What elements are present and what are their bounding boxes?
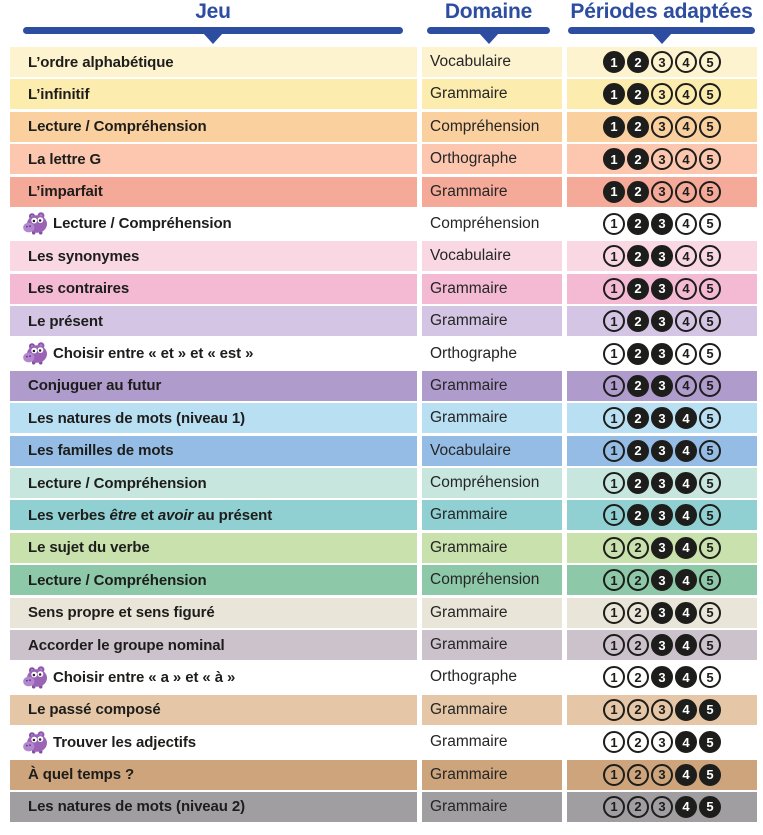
table-row [10, 306, 757, 336]
period-4-badge-active: 4 [675, 504, 697, 526]
domain-cell [422, 760, 562, 790]
game-cell [10, 468, 417, 498]
period-4-badge: 4 [675, 116, 697, 138]
periods-cell [567, 339, 757, 369]
game-cell [10, 630, 417, 660]
period-3-badge: 3 [651, 116, 673, 138]
period-1-badge: 1 [603, 245, 625, 267]
domain-label: Vocabulaire [430, 247, 512, 265]
domain-label: Grammaire [430, 312, 508, 330]
game-cell [10, 241, 417, 271]
domain-label: Compréhension [430, 214, 540, 232]
period-1-badge-active: 1 [603, 51, 625, 73]
period-3-badge-active: 3 [651, 537, 673, 559]
game-cell [10, 112, 417, 142]
domain-label: Orthographe [430, 150, 518, 168]
domain-cell [422, 436, 562, 466]
column-header-domaine [427, 0, 550, 34]
domain-cell [422, 144, 562, 174]
period-1-badge: 1 [603, 310, 625, 332]
period-1-badge: 1 [603, 666, 625, 688]
table-row [10, 436, 757, 466]
game-cell [10, 533, 417, 563]
period-5-badge: 5 [699, 666, 721, 688]
period-4-badge: 4 [675, 245, 697, 267]
periods-cell [567, 144, 757, 174]
domain-cell [422, 371, 562, 401]
table-row [10, 500, 757, 530]
period-1-badge: 1 [603, 699, 625, 721]
domain-label: Grammaire [430, 409, 508, 427]
monster-icon [23, 342, 48, 365]
domain-cell [422, 306, 562, 336]
period-5-badge: 5 [699, 245, 721, 267]
domain-label: Grammaire [430, 700, 508, 718]
game-title: Les contraires [28, 280, 130, 298]
table-row [10, 695, 757, 725]
period-2-badge-active: 2 [627, 472, 649, 494]
game-cell [10, 760, 417, 790]
domain-cell [422, 274, 562, 304]
game-cell [10, 662, 417, 692]
game-title: Le présent [28, 312, 103, 330]
game-title: Les natures de mots (niveau 1) [28, 409, 246, 427]
monster-icon [23, 212, 48, 235]
period-5-badge: 5 [699, 407, 721, 429]
domain-label: Grammaire [430, 636, 508, 654]
period-1-badge: 1 [603, 440, 625, 462]
period-1-badge: 1 [603, 278, 625, 300]
period-1-badge: 1 [603, 375, 625, 397]
domain-cell [422, 468, 562, 498]
table-row [10, 792, 757, 822]
game-cell [10, 274, 417, 304]
domain-cell [422, 339, 562, 369]
period-5-badge: 5 [699, 343, 721, 365]
period-3-badge-active: 3 [651, 440, 673, 462]
game-cell [10, 565, 417, 595]
periods-cell [567, 403, 757, 433]
game-title: Le sujet du verbe [28, 539, 150, 557]
game-cell [10, 727, 417, 757]
period-2-badge: 2 [627, 602, 649, 624]
domain-label: Grammaire [430, 182, 508, 200]
domain-label: Grammaire [430, 603, 508, 621]
game-title: La lettre G [28, 150, 102, 168]
table-row [10, 727, 757, 757]
game-title: Le passé composé [28, 701, 161, 719]
domain-label: Orthographe [430, 344, 518, 362]
periods-cell [567, 533, 757, 563]
period-2-badge: 2 [627, 666, 649, 688]
periods-cell [567, 727, 757, 757]
period-3-badge: 3 [651, 764, 673, 786]
table-row [10, 760, 757, 790]
game-cell [10, 209, 417, 239]
domain-label: Grammaire [430, 797, 508, 815]
period-2-badge-active: 2 [627, 407, 649, 429]
table-row [10, 533, 757, 563]
domain-cell [422, 565, 562, 595]
period-5-badge: 5 [699, 148, 721, 170]
game-cell [10, 144, 417, 174]
domain-label: Grammaire [430, 376, 508, 394]
periods-cell [567, 241, 757, 271]
table-row [10, 598, 757, 628]
period-5-badge-active: 5 [699, 731, 721, 753]
period-3-badge-active: 3 [651, 375, 673, 397]
table-row [10, 371, 757, 401]
domain-label: Grammaire [430, 765, 508, 783]
domain-cell [422, 241, 562, 271]
period-1-badge-active: 1 [603, 116, 625, 138]
period-4-badge: 4 [675, 181, 697, 203]
header-underline-bar [427, 27, 550, 34]
game-cell [10, 47, 417, 77]
period-5-badge: 5 [699, 602, 721, 624]
period-1-badge-active: 1 [603, 83, 625, 105]
game-title: Accorder le groupe nominal [28, 636, 225, 654]
periods-cell [567, 598, 757, 628]
period-5-badge-active: 5 [699, 699, 721, 721]
period-1-badge-active: 1 [603, 148, 625, 170]
period-4-badge-active: 4 [675, 731, 697, 753]
periods-cell [567, 112, 757, 142]
period-1-badge: 1 [603, 731, 625, 753]
period-2-badge-active: 2 [627, 83, 649, 105]
period-3-badge-active: 3 [651, 569, 673, 591]
period-3-badge-active: 3 [651, 407, 673, 429]
domain-label: Grammaire [430, 279, 508, 297]
table-row [10, 209, 757, 239]
period-5-badge: 5 [699, 116, 721, 138]
period-3-badge: 3 [651, 83, 673, 105]
monster-icon [23, 666, 48, 689]
period-3-badge: 3 [651, 51, 673, 73]
periods-cell [567, 695, 757, 725]
game-title: Lecture / Compréhension [53, 215, 232, 233]
domain-cell [422, 598, 562, 628]
period-2-badge: 2 [627, 634, 649, 656]
table-row [10, 403, 757, 433]
game-cell [10, 306, 417, 336]
game-title: L’imparfait [28, 183, 103, 201]
domain-cell [422, 47, 562, 77]
periods-cell [567, 436, 757, 466]
periods-cell [567, 792, 757, 822]
period-5-badge: 5 [699, 634, 721, 656]
domain-label: Grammaire [430, 506, 508, 524]
header-underline-bar [23, 27, 403, 34]
triangle-pointer-icon [479, 33, 499, 44]
period-2-badge-active: 2 [627, 245, 649, 267]
period-4-badge: 4 [675, 375, 697, 397]
periods-cell [567, 662, 757, 692]
period-2-badge: 2 [627, 537, 649, 559]
period-4-badge: 4 [675, 213, 697, 235]
period-3-badge: 3 [651, 699, 673, 721]
period-5-badge: 5 [699, 83, 721, 105]
game-cell [10, 436, 417, 466]
period-4-badge-active: 4 [675, 440, 697, 462]
domain-cell [422, 695, 562, 725]
triangle-pointer-icon [652, 33, 672, 44]
table-row [10, 565, 757, 595]
period-4-badge-active: 4 [675, 634, 697, 656]
domain-label: Vocabulaire [430, 441, 512, 459]
period-2-badge-active: 2 [627, 310, 649, 332]
period-2-badge-active: 2 [627, 504, 649, 526]
period-5-badge: 5 [699, 569, 721, 591]
periods-cell [567, 274, 757, 304]
period-3-badge: 3 [651, 181, 673, 203]
period-2-badge-active: 2 [627, 278, 649, 300]
period-4-badge: 4 [675, 310, 697, 332]
period-4-badge-active: 4 [675, 764, 697, 786]
domain-cell [422, 112, 562, 142]
period-3-badge-active: 3 [651, 310, 673, 332]
game-title: Lecture / Compréhension [28, 474, 207, 492]
period-3-badge-active: 3 [651, 602, 673, 624]
period-5-badge: 5 [699, 213, 721, 235]
game-cell [10, 371, 417, 401]
period-1-badge: 1 [603, 796, 625, 818]
game-cell [10, 177, 417, 207]
period-1-badge: 1 [603, 602, 625, 624]
period-2-badge-active: 2 [627, 375, 649, 397]
period-4-badge: 4 [675, 343, 697, 365]
domain-cell [422, 727, 562, 757]
period-2-badge-active: 2 [627, 181, 649, 203]
period-5-badge: 5 [699, 278, 721, 300]
game-title: Trouver les adjectifs [53, 733, 196, 751]
period-4-badge: 4 [675, 83, 697, 105]
periods-cell [567, 209, 757, 239]
period-3-badge: 3 [651, 796, 673, 818]
domain-label: Grammaire [430, 85, 508, 103]
period-4-badge-active: 4 [675, 407, 697, 429]
domain-cell [422, 630, 562, 660]
period-1-badge: 1 [603, 472, 625, 494]
game-cell [10, 339, 417, 369]
period-2-badge-active: 2 [627, 148, 649, 170]
game-cell [10, 403, 417, 433]
period-1-badge: 1 [603, 569, 625, 591]
period-3-badge-active: 3 [651, 213, 673, 235]
period-3-badge-active: 3 [651, 634, 673, 656]
period-5-badge: 5 [699, 51, 721, 73]
game-title: Lecture / Compréhension [28, 571, 207, 589]
period-3-badge-active: 3 [651, 343, 673, 365]
table-row [10, 112, 757, 142]
triangle-pointer-icon [203, 33, 223, 44]
period-3-badge-active: 3 [651, 245, 673, 267]
monster-icon [23, 731, 48, 754]
domain-label: Compréhension [430, 571, 540, 589]
period-2-badge-active: 2 [627, 116, 649, 138]
domain-cell [422, 79, 562, 109]
period-3-badge-active: 3 [651, 278, 673, 300]
period-4-badge-active: 4 [675, 666, 697, 688]
periods-cell [567, 47, 757, 77]
domain-cell [422, 792, 562, 822]
game-cell [10, 500, 417, 530]
period-5-badge: 5 [699, 504, 721, 526]
period-5-badge-active: 5 [699, 764, 721, 786]
game-cell [10, 695, 417, 725]
game-title: L’infinitif [28, 85, 90, 103]
period-1-badge: 1 [603, 764, 625, 786]
period-4-badge: 4 [675, 278, 697, 300]
periods-cell [567, 630, 757, 660]
period-3-badge: 3 [651, 731, 673, 753]
period-5-badge: 5 [699, 310, 721, 332]
period-2-badge: 2 [627, 764, 649, 786]
column-header-periodes-label: Périodes adaptées [570, 0, 753, 23]
game-cell [10, 79, 417, 109]
period-5-badge: 5 [699, 181, 721, 203]
domain-label: Orthographe [430, 668, 518, 686]
game-cell [10, 598, 417, 628]
period-3-badge: 3 [651, 148, 673, 170]
period-2-badge-active: 2 [627, 343, 649, 365]
period-2-badge-active: 2 [627, 51, 649, 73]
periods-cell [567, 306, 757, 336]
domain-label: Grammaire [430, 538, 508, 556]
game-title: Choisir entre « et » et « est » [53, 345, 254, 363]
domain-cell [422, 533, 562, 563]
domain-cell [422, 500, 562, 530]
period-2-badge-active: 2 [627, 213, 649, 235]
table-row [10, 177, 757, 207]
period-3-badge-active: 3 [651, 504, 673, 526]
periods-cell [567, 500, 757, 530]
domain-cell [422, 209, 562, 239]
period-2-badge: 2 [627, 796, 649, 818]
period-2-badge: 2 [627, 569, 649, 591]
periods-cell [567, 79, 757, 109]
periods-cell [567, 371, 757, 401]
domain-cell [422, 403, 562, 433]
game-title: À quel temps ? [28, 766, 135, 784]
period-3-badge-active: 3 [651, 666, 673, 688]
period-4-badge: 4 [675, 148, 697, 170]
period-2-badge: 2 [627, 731, 649, 753]
periods-cell [567, 177, 757, 207]
domain-label: Compréhension [430, 117, 540, 135]
domain-cell [422, 177, 562, 207]
period-4-badge: 4 [675, 51, 697, 73]
column-header-periodes [568, 0, 755, 34]
period-4-badge-active: 4 [675, 569, 697, 591]
game-title: Les verbes être et avoir au présent [28, 506, 273, 524]
game-title: Conjuguer au futur [28, 377, 162, 395]
period-4-badge-active: 4 [675, 699, 697, 721]
period-2-badge: 2 [627, 699, 649, 721]
period-3-badge-active: 3 [651, 472, 673, 494]
period-5-badge: 5 [699, 472, 721, 494]
domain-label: Compréhension [430, 474, 540, 492]
period-4-badge-active: 4 [675, 472, 697, 494]
periods-cell [567, 565, 757, 595]
period-1-badge: 1 [603, 213, 625, 235]
game-title: Choisir entre « a » et « à » [53, 668, 236, 686]
table-row [10, 274, 757, 304]
column-header-domaine-label: Domaine [444, 0, 533, 23]
period-2-badge-active: 2 [627, 440, 649, 462]
table-row [10, 468, 757, 498]
period-4-badge-active: 4 [675, 602, 697, 624]
table-row [10, 47, 757, 77]
table-row [10, 79, 757, 109]
game-cell [10, 792, 417, 822]
periods-cell [567, 468, 757, 498]
domain-label: Vocabulaire [430, 53, 512, 70]
period-1-badge: 1 [603, 504, 625, 526]
period-1-badge: 1 [603, 634, 625, 656]
period-5-badge: 5 [699, 375, 721, 397]
period-4-badge-active: 4 [675, 796, 697, 818]
game-title: Sens propre et sens figuré [28, 604, 215, 622]
period-4-badge-active: 4 [675, 537, 697, 559]
domain-label: Grammaire [430, 733, 508, 751]
periods-cell [567, 760, 757, 790]
game-title: Lecture / Compréhension [28, 118, 207, 136]
table-row [10, 662, 757, 692]
game-title: Les natures de mots (niveau 2) [28, 798, 246, 816]
game-title: Les familles de mots [28, 442, 174, 460]
period-5-badge: 5 [699, 440, 721, 462]
period-1-badge-active: 1 [603, 181, 625, 203]
column-header-jeu [23, 0, 403, 34]
game-title: Les synonymes [28, 247, 140, 265]
table-body [10, 47, 757, 822]
period-1-badge: 1 [603, 407, 625, 429]
column-header-jeu-label: Jeu [195, 0, 231, 23]
period-5-badge: 5 [699, 537, 721, 559]
table-row [10, 630, 757, 660]
table-row [10, 339, 757, 369]
table-row [10, 144, 757, 174]
period-1-badge: 1 [603, 537, 625, 559]
header-underline-bar [568, 27, 755, 34]
table-row [10, 241, 757, 271]
domain-cell [422, 662, 562, 692]
period-1-badge: 1 [603, 343, 625, 365]
period-5-badge-active: 5 [699, 796, 721, 818]
game-title: L’ordre alphabétique [28, 53, 174, 71]
